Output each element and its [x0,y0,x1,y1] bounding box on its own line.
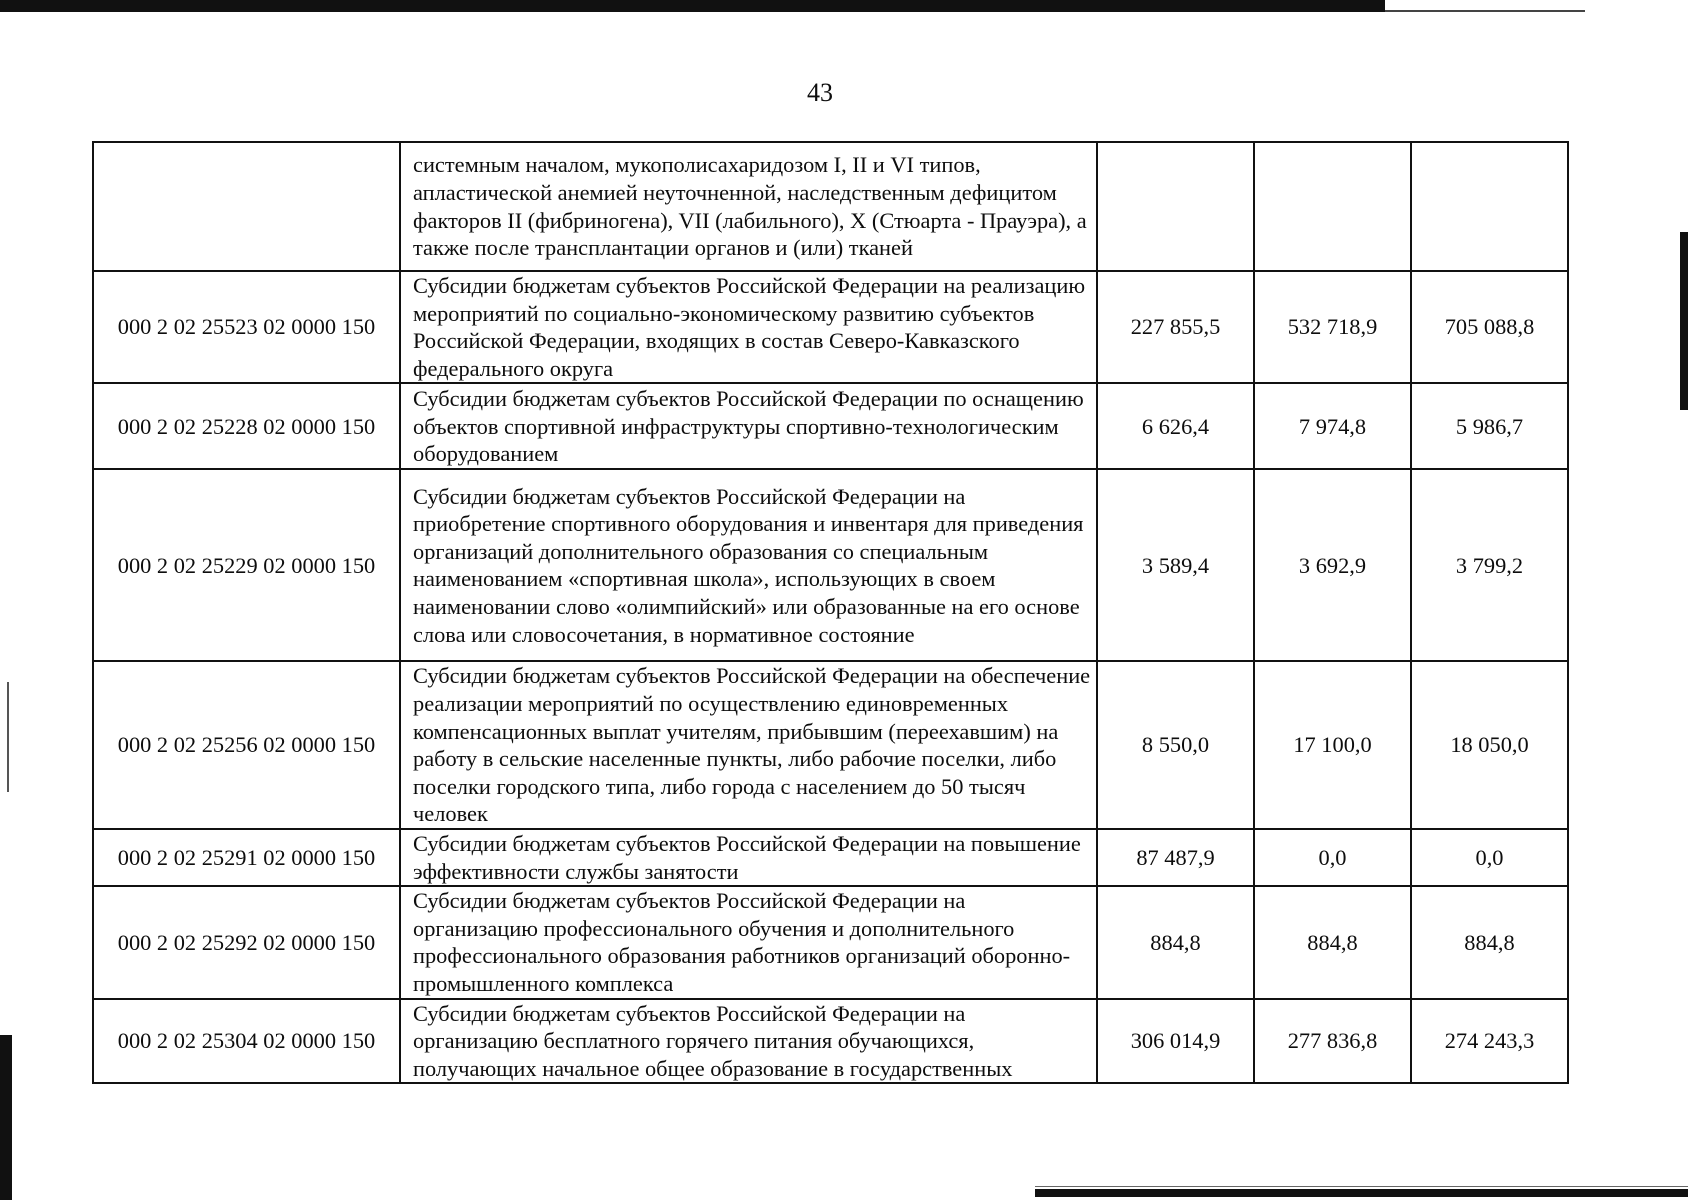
value-cell: 0,0 [1254,829,1411,886]
item-description: Субсидии бюджетам субъектов Российской Федерации на повышение эффективности службы занятости [400,829,1097,886]
value-cell: 3 799,2 [1411,469,1568,661]
value-cell [1097,142,1254,271]
page-number: 43 [807,78,833,107]
budget-code [93,142,400,271]
budget-code: 000 2 02 25292 02 0000 150 [93,886,400,998]
scan-border-top-thin [1385,10,1585,12]
item-description: системным началом, мукополисахаридозом I, II и VI типов, апластической анемией неуточненной, наследственным дефицитом факторов II (фибриногена), VII (лабильного), X (Стюарта - Прауэра), а также после трансплантации органов и (или) тканей [400,142,1097,271]
scan-border-bottom-thin [1035,1186,1688,1187]
table-row [93,383,1568,469]
value-cell: 705 088,8 [1411,271,1568,383]
item-description: Субсидии бюджетам субъектов Российской Федерации на организацию бесплатного горячего питания обучающихся, получающих начальное общее образование в государственных [400,999,1097,1084]
scan-border-bottom [1035,1189,1688,1197]
value-cell: 306 014,9 [1097,999,1254,1084]
table-row [93,829,1568,886]
value-cell: 87 487,9 [1097,829,1254,886]
value-cell: 277 836,8 [1254,999,1411,1084]
budget-code: 000 2 02 25229 02 0000 150 [93,469,400,661]
budget-code: 000 2 02 25291 02 0000 150 [93,829,400,886]
value-cell: 884,8 [1411,886,1568,998]
scan-border-left [0,1035,12,1200]
table-row [93,271,1568,383]
item-description: Субсидии бюджетам субъектов Российской Федерации на реализацию мероприятий по социально-экономическому развитию субъектов Российской Федерации, входящих в состав Северо-Кавказского федерального округа [400,271,1097,383]
value-cell: 5 986,7 [1411,383,1568,469]
budget-code: 000 2 02 25256 02 0000 150 [93,661,400,829]
scan-mark-left [7,682,9,792]
value-cell: 532 718,9 [1254,271,1411,383]
value-cell: 18 050,0 [1411,661,1568,829]
value-cell: 884,8 [1254,886,1411,998]
table-row [93,999,1568,1084]
value-cell [1411,142,1568,271]
item-description: Субсидии бюджетам субъектов Российской Федерации по оснащению объектов спортивной инфраструктуры спортивно-технологическим оборудованием [400,383,1097,469]
table-row [93,142,1568,271]
value-cell: 0,0 [1411,829,1568,886]
item-description: Субсидии бюджетам субъектов Российской Федерации на обеспечение реализации мероприятий по осуществлению единовременных компенсационных выплат учителям, прибывшим (переехавшим) на работу в сельские населенные пункты, либо рабочие поселки, либо поселки городского типа, либо города с населением до 50 тысяч человек [400,661,1097,829]
value-cell: 6 626,4 [1097,383,1254,469]
value-cell: 274 243,3 [1411,999,1568,1084]
budget-code: 000 2 02 25304 02 0000 150 [93,999,400,1084]
budget-table [92,141,1569,1084]
value-cell: 3 589,4 [1097,469,1254,661]
item-description: Субсидии бюджетам субъектов Российской Федерации на приобретение спортивного оборудования и инвентаря для приведения организаций дополнительного образования со специальным наименованием «спортивная школа», использующих в своем наименовании слово «олимпийский» или образованные на его основе слова или словосочетания, в нормативное состояние [400,469,1097,661]
value-cell: 884,8 [1097,886,1254,998]
value-cell: 3 692,9 [1254,469,1411,661]
item-description: Субсидии бюджетам субъектов Российской Федерации на организацию профессионального обучения и дополнительного профессионального образования работников организаций оборонно-промышленного комплекса [400,886,1097,998]
value-cell [1254,142,1411,271]
scan-mark-right [1680,232,1688,410]
table-row [93,661,1568,829]
scan-border-top [0,0,1385,12]
value-cell: 227 855,5 [1097,271,1254,383]
table-row [93,886,1568,998]
value-cell: 8 550,0 [1097,661,1254,829]
value-cell: 7 974,8 [1254,383,1411,469]
value-cell: 17 100,0 [1254,661,1411,829]
budget-code: 000 2 02 25228 02 0000 150 [93,383,400,469]
budget-code: 000 2 02 25523 02 0000 150 [93,271,400,383]
table-row [93,469,1568,661]
